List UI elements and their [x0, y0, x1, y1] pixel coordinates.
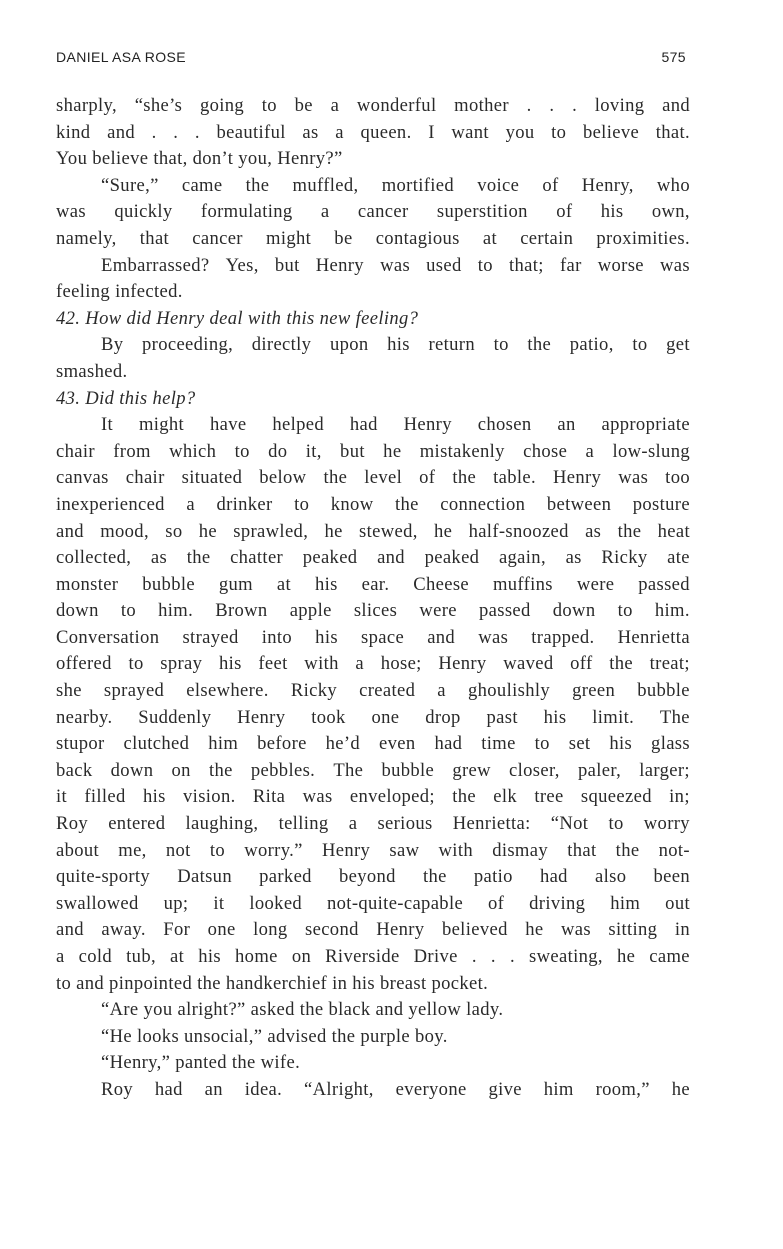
text-line: namely, that cancer might be contagious at certain proximities.	[56, 227, 690, 249]
text-line: It might have helped had Henry chosen an appropriate	[101, 414, 690, 436]
text-line: swallowed up; it looked not-quite-capable of driving him out	[56, 892, 690, 914]
question-heading: 43. Did this help?	[56, 387, 196, 409]
text-line: “He looks unsocial,” advised the purple boy.	[101, 1025, 448, 1047]
text-line: quite-sporty Datsun parked beyond the patio had also been	[56, 866, 690, 888]
text-line: inexperienced a drinker to know the connection between posture	[56, 493, 690, 515]
text-line: Roy entered laughing, telling a serious Henrietta: “Not to worry	[56, 813, 690, 835]
text-line: Roy had an idea. “Alright, everyone give him room,” he	[101, 1078, 690, 1100]
text-line: back down on the pebbles. The bubble grew closer, paler, larger;	[56, 759, 690, 781]
text-line: about me, not to worry.” Henry saw with dismay that the not-	[56, 839, 690, 861]
text-line: and away. For one long second Henry believed he was sitting in	[56, 919, 690, 941]
body-text	[56, 93, 690, 1104]
text-line: Embarrassed? Yes, but Henry was used to that; far worse was	[101, 254, 690, 276]
question-heading: 42. How did Henry deal with this new feeling?	[56, 307, 419, 329]
text-line: sharply, “she’s going to be a wonderful mother . . . loving and	[56, 95, 690, 116]
text-line: “Are you alright?” asked the black and yellow lady.	[101, 999, 504, 1021]
page-number: 575	[661, 49, 686, 65]
text-line: was quickly formulating a cancer superstition of his own,	[56, 201, 690, 223]
text-line: it filled his vision. Rita was enveloped; the elk tree squeezed in;	[56, 786, 690, 808]
text-line: “Sure,” came the muffled, mortified voice of Henry, who	[101, 174, 690, 196]
text-line: By proceeding, directly upon his return to the patio, to get	[101, 334, 690, 356]
text-line: “Henry,” panted the wife.	[101, 1052, 301, 1074]
running-head	[56, 49, 686, 65]
text-line: to and pinpointed the handkerchief in his breast pocket.	[56, 972, 489, 994]
text-line: smashed.	[56, 360, 128, 382]
text-line: kind and . . . beautiful as a queen. I want you to believe that.	[56, 121, 690, 143]
text-line: she sprayed elsewhere. Ricky created a ghoulishly green bubble	[56, 680, 690, 702]
text-line: a cold tub, at his home on Riverside Drive . . . sweating, he came	[56, 946, 690, 967]
text-line: stupor clutched him before he’d even had time to set his glass	[56, 733, 690, 755]
text-line: feeling infected.	[56, 281, 183, 303]
text-line: You believe that, don’t you, Henry?”	[56, 148, 343, 170]
text-line: down to him. Brown apple slices were passed down to him.	[56, 600, 690, 622]
text-line: chair from which to do it, but he mistakenly chose a low-slung	[56, 440, 690, 462]
text-line: collected, as the chatter peaked and peaked again, as Ricky ate	[56, 547, 690, 569]
text-line: canvas chair situated below the level of the table. Henry was too	[56, 467, 690, 489]
author-header: DANIEL ASA ROSE	[56, 49, 186, 65]
text-line: monster bubble gum at his ear. Cheese muffins were passed	[56, 573, 690, 595]
text-line: Conversation strayed into his space and was trapped. Henrietta	[56, 626, 690, 648]
text-line: offered to spray his feet with a hose; Henry waved off the treat;	[56, 653, 690, 675]
text-line: nearby. Suddenly Henry took one drop past his limit. The	[56, 706, 690, 728]
text-line: and mood, so he sprawled, he stewed, he half-snoozed as the heat	[56, 520, 690, 542]
